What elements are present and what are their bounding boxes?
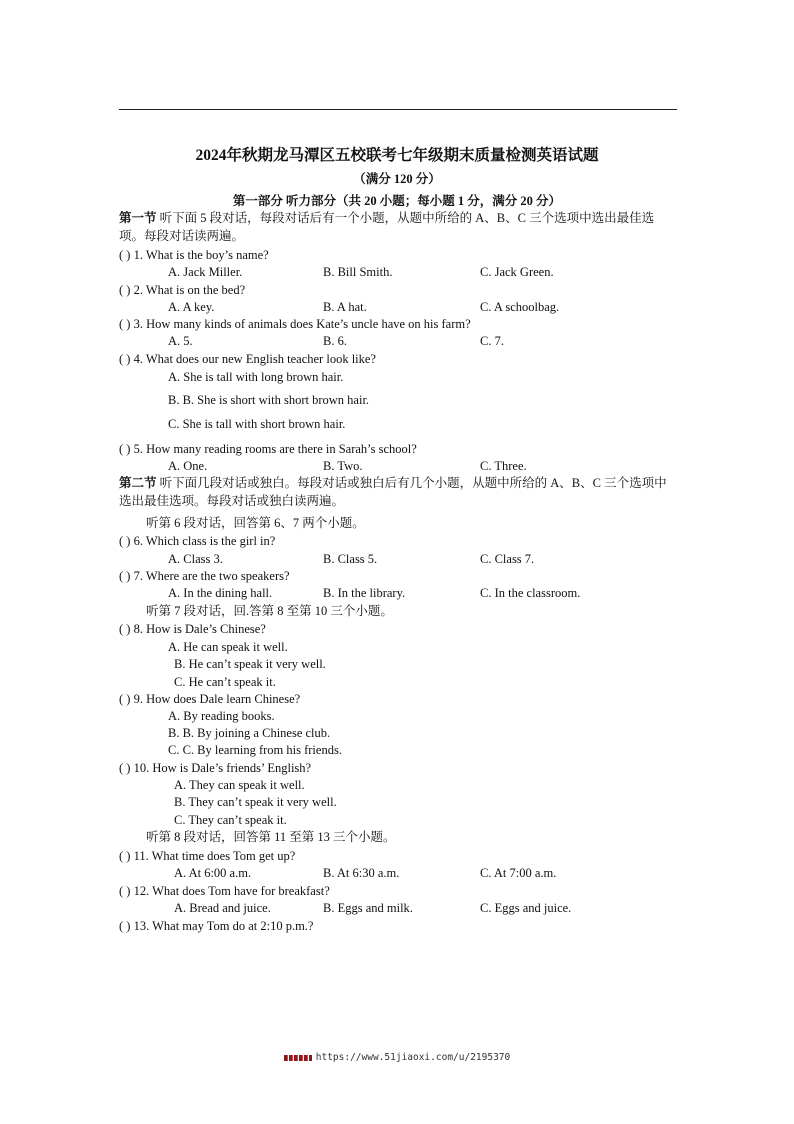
q2-option-a: A. A key. [168, 300, 215, 314]
note-dialogue-8: 听第 8 段对话，回答第 11 至第 13 三个小题。 [146, 830, 396, 844]
q10-option-c: C. They can’t speak it. [174, 813, 287, 827]
q9-option-b: B. B. By joining a Chinese club. [168, 726, 331, 740]
section1-instruction [119, 210, 679, 245]
q6-option-a: A. Class 3. [168, 552, 223, 566]
q12-option-b: B. Eggs and milk. [323, 901, 413, 915]
section2-text: 听下面几段对话或独白。每段对话或独白后有几个小题，从题中所给的 A、B、C 三个选项中选出最佳选项。每段对话或独白读两遍。 [119, 476, 667, 508]
q9-option-a: A. By reading books. [168, 709, 275, 723]
q12-option-c: C. Eggs and juice. [480, 901, 572, 915]
question-4: ( ) 4. What does our new English teacher look like? [119, 352, 376, 366]
q5-option-c: C. Three. [480, 459, 527, 473]
q11-option-a: A. At 6:00 a.m. [174, 866, 252, 880]
q5-option-a: A. One. [168, 459, 208, 473]
q3-option-c: C. 7. [480, 334, 504, 348]
question-9: ( ) 9. How does Dale learn Chinese? [119, 692, 301, 706]
question-8: ( ) 8. How is Dale’s Chinese? [119, 622, 266, 636]
q11-option-c: C. At 7:00 a.m. [480, 866, 557, 880]
q6-option-b: B. Class 5. [323, 552, 378, 566]
q8-option-c: C. He can’t speak it. [174, 675, 276, 689]
q5-option-b: B. Two. [323, 459, 363, 473]
question-10: ( ) 10. How is Dale’s friends’ English? [119, 761, 312, 775]
q4-option-a: A. She is tall with long brown hair. [168, 370, 344, 384]
part1-heading: 第一部分 听力部分（共 20 小题；每小题 1 分，满分 20 分） [232, 194, 562, 208]
q11-option-b: B. At 6:30 a.m. [323, 866, 400, 880]
section1-text: 听下面 5 段对话，每段对话后有一个小题，从题中所给的 A、B、C 三个选项中选出最佳选项。每段对话读两遍。 [119, 211, 655, 243]
q1-option-c: C. Jack Green. [480, 265, 554, 279]
question-11: ( ) 11. What time does Tom get up? [119, 849, 296, 863]
q4-option-b: B. B. She is short with short brown hair. [168, 393, 370, 407]
footer [0, 1052, 794, 1063]
q12-option-a: A. Bread and juice. [174, 901, 271, 915]
score-note: （满分 120 分） [353, 172, 441, 186]
q3-option-b: B. 6. [323, 334, 347, 348]
q7-option-b: B. In the library. [323, 586, 406, 600]
question-6: ( ) 6. Which class is the girl in? [119, 534, 276, 548]
site-logo-icon [284, 1055, 312, 1061]
q6-option-c: C. Class 7. [480, 552, 535, 566]
question-5: ( ) 5. How many reading rooms are there in Sarah’s school? [119, 442, 417, 456]
note-dialogue-7: 听第 7 段对话，回.答第 8 至第 10 三个小题。 [146, 604, 393, 618]
question-7: ( ) 7. Where are the two speakers? [119, 569, 290, 583]
q10-option-b: B. They can’t speak it very well. [174, 795, 337, 809]
question-2: ( ) 2. What is on the bed? [119, 283, 246, 297]
q8-option-a: A. He can speak it well. [168, 640, 288, 654]
question-13: ( ) 13. What may Tom do at 2:10 p.m.? [119, 919, 314, 933]
q7-option-c: C. In the classroom. [480, 586, 581, 600]
section2-instruction [119, 475, 679, 510]
question-12: ( ) 12. What does Tom have for breakfast? [119, 884, 330, 898]
q1-option-b: B. Bill Smith. [323, 265, 393, 279]
q9-option-c: C. C. By learning from his friends. [168, 743, 342, 757]
section2-label: 第二节 [119, 476, 157, 490]
question-3: ( ) 3. How many kinds of animals does Kate’s uncle have on his farm? [119, 317, 471, 331]
q3-option-a: A. 5. [168, 334, 193, 348]
footer-url[interactable]: https://www.51jiaoxi.com/u/2195370 [315, 1052, 511, 1063]
q2-option-b: B. A hat. [323, 300, 367, 314]
header-rule [119, 109, 677, 110]
q10-option-a: A. They can speak it well. [174, 778, 305, 792]
note-dialogue-6: 听第 6 段对话，回答第 6、7 两个小题。 [146, 516, 365, 530]
q7-option-a: A. In the dining hall. [168, 586, 273, 600]
question-1: ( ) 1. What is the boy’s name? [119, 248, 269, 262]
q4-option-c: C. She is tall with short brown hair. [168, 417, 346, 431]
q8-option-b: B. He can’t speak it very well. [174, 657, 326, 671]
page-title: 2024年秋期龙马潭区五校联考七年级期末质量检测英语试题 [195, 147, 599, 164]
q1-option-a: A. Jack Miller. [168, 265, 243, 279]
q2-option-c: C. A schoolbag. [480, 300, 560, 314]
section1-label: 第一节 [119, 211, 157, 225]
